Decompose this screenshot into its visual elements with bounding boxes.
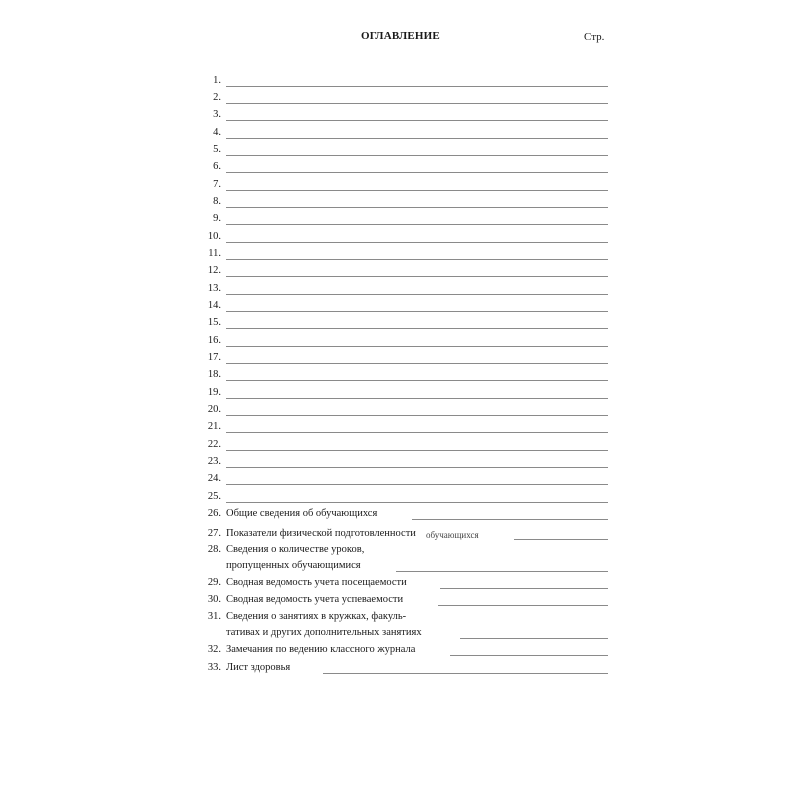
entry-number: 10. xyxy=(207,231,221,242)
toc-entry xyxy=(200,386,608,400)
toc-entry xyxy=(200,351,608,365)
entry-blank-line[interactable] xyxy=(226,484,608,485)
entry-page-line[interactable] xyxy=(323,673,608,674)
toc-entry xyxy=(200,472,608,486)
entry-blank-line[interactable] xyxy=(226,450,608,451)
toc-entry xyxy=(200,108,608,122)
entry-number: 3. xyxy=(213,109,221,120)
entry-blank-line[interactable] xyxy=(226,467,608,468)
entry-number: 25. xyxy=(207,491,221,502)
entry-number: 21. xyxy=(207,421,221,432)
entry-number: 17. xyxy=(207,352,221,363)
entry-number: 24. xyxy=(207,473,221,484)
entry-number: 19. xyxy=(207,387,221,398)
entry-blank-line[interactable] xyxy=(226,363,608,364)
entry-page-line[interactable] xyxy=(514,539,608,540)
toc-entry xyxy=(200,230,608,244)
entry-blank-line[interactable] xyxy=(226,242,608,243)
entry-label: Сводная ведомость учета посещаемости xyxy=(226,577,407,588)
entry-page-line[interactable] xyxy=(438,605,608,606)
toc-entry xyxy=(200,299,608,313)
entry-label: Сводная ведомость учета успеваемости xyxy=(226,594,404,605)
entry-number: 14. xyxy=(207,300,221,311)
entry-page-line[interactable] xyxy=(440,588,608,589)
entry-blank-line[interactable] xyxy=(226,138,608,139)
entry-label: Лист здоровья xyxy=(226,662,291,673)
entry-number: 13. xyxy=(207,283,221,294)
entry-label: Общие сведения об обучающихся xyxy=(226,508,378,519)
toc-entry xyxy=(200,507,608,521)
entry-number: 4. xyxy=(213,127,221,138)
toc-entry xyxy=(200,126,608,140)
page-title: ОГЛАВЛЕНИЕ xyxy=(361,30,440,42)
toc-entry xyxy=(200,178,608,192)
entry-number: 7. xyxy=(213,179,221,190)
entry-page-line[interactable] xyxy=(450,655,608,656)
entry-number: 9. xyxy=(213,213,221,224)
entry-page-line[interactable] xyxy=(460,638,608,639)
entry-blank-line[interactable] xyxy=(226,380,608,381)
toc-entry xyxy=(200,195,608,209)
entry-label-suffix: обучающихся xyxy=(426,530,479,540)
entry-number: 27. xyxy=(207,528,221,539)
entry-blank-line[interactable] xyxy=(226,190,608,191)
toc-entry xyxy=(200,490,608,504)
entry-blank-line[interactable] xyxy=(226,415,608,416)
entry-number: 31. xyxy=(207,611,221,622)
entry-blank-line[interactable] xyxy=(226,224,608,225)
toc-entry xyxy=(200,368,608,382)
entry-number: 33. xyxy=(207,662,221,673)
entry-number: 5. xyxy=(213,144,221,155)
toc-entry xyxy=(200,455,608,469)
toc-entry xyxy=(200,316,608,330)
entry-number: 2. xyxy=(213,92,221,103)
toc-entry xyxy=(200,543,608,573)
toc-entry xyxy=(200,438,608,452)
entry-number: 29. xyxy=(207,577,221,588)
toc-entry xyxy=(200,643,608,657)
toc-entry xyxy=(200,576,608,590)
toc-entry xyxy=(200,610,608,640)
entry-number: 26. xyxy=(207,508,221,519)
toc-entry xyxy=(200,247,608,261)
toc-entry xyxy=(200,661,608,675)
toc-entry xyxy=(200,334,608,348)
entry-number: 32. xyxy=(207,644,221,655)
entry-blank-line[interactable] xyxy=(226,328,608,329)
entry-blank-line[interactable] xyxy=(226,103,608,104)
entry-number: 8. xyxy=(213,196,221,207)
entry-number: 12. xyxy=(207,265,221,276)
entry-blank-line[interactable] xyxy=(226,346,608,347)
entry-blank-line[interactable] xyxy=(226,398,608,399)
toc-entry xyxy=(200,160,608,174)
entry-number: 30. xyxy=(207,594,221,605)
entry-number: 16. xyxy=(207,335,221,346)
entry-blank-line[interactable] xyxy=(226,502,608,503)
entry-label: Сведения о занятиях в кружках, факуль- xyxy=(226,611,407,622)
entry-number: 11. xyxy=(208,248,221,259)
entry-blank-line[interactable] xyxy=(226,155,608,156)
entry-page-line[interactable] xyxy=(412,519,608,520)
toc-entry xyxy=(200,282,608,296)
entry-blank-line[interactable] xyxy=(226,276,608,277)
toc-entry xyxy=(200,143,608,157)
toc-entry xyxy=(200,527,608,541)
entry-number: 18. xyxy=(207,369,221,380)
entry-blank-line[interactable] xyxy=(226,172,608,173)
entry-number: 28. xyxy=(207,544,221,555)
entry-blank-line[interactable] xyxy=(226,311,608,312)
toc-entry xyxy=(200,91,608,105)
entry-blank-line[interactable] xyxy=(226,259,608,260)
entry-blank-line[interactable] xyxy=(226,294,608,295)
entry-number: 15. xyxy=(207,317,221,328)
entry-blank-line[interactable] xyxy=(226,120,608,121)
toc-entry xyxy=(200,74,608,88)
entry-label: Сведения о количестве уроков, xyxy=(226,544,365,555)
entry-label-line2: тативах и других дополнительных занятиях xyxy=(226,627,422,638)
entry-number: 1. xyxy=(213,75,221,86)
toc-entry xyxy=(200,212,608,226)
entry-number: 20. xyxy=(207,404,221,415)
toc-entry xyxy=(200,403,608,417)
entry-label: Показатели физической подготовленности xyxy=(226,528,416,539)
toc-entry xyxy=(200,420,608,434)
entry-blank-line[interactable] xyxy=(226,207,608,208)
toc-entry xyxy=(200,593,608,607)
entry-number: 23. xyxy=(207,456,221,467)
entry-label: Замечания по ведению классного журнала xyxy=(226,644,416,655)
entry-number: 6. xyxy=(213,161,221,172)
entry-page-line[interactable] xyxy=(396,571,608,572)
page-column-label: Стр. xyxy=(584,31,605,43)
entry-number: 22. xyxy=(207,439,221,450)
toc-entry xyxy=(200,264,608,278)
entry-blank-line[interactable] xyxy=(226,432,608,433)
entry-blank-line[interactable] xyxy=(226,86,608,87)
entry-label-line2: пропущенных обучающимися xyxy=(226,560,361,571)
